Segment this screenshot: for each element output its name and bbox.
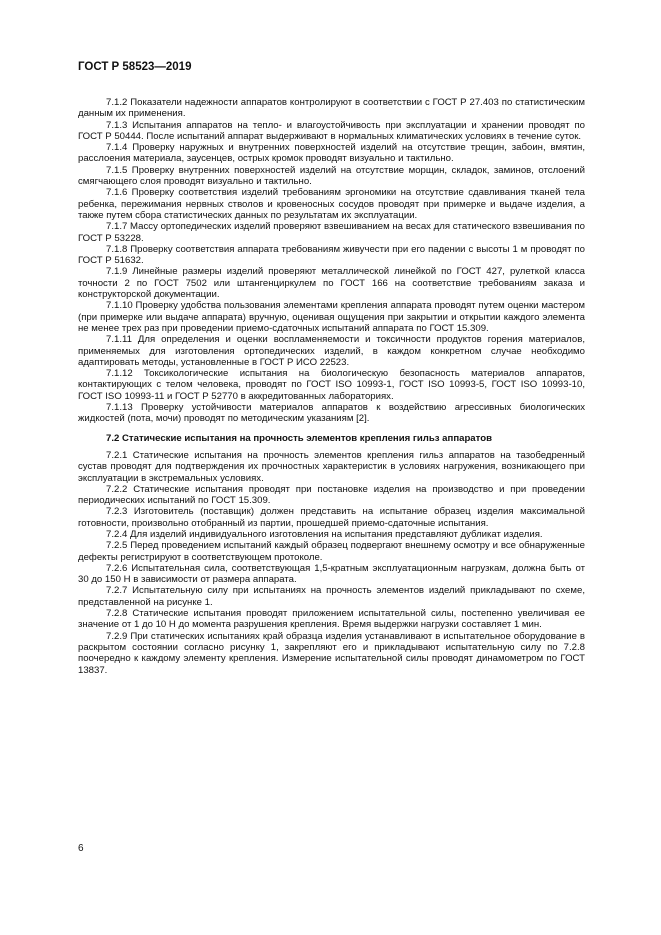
paragraph-7-2-2: 7.2.2 Статические испытания проводят при постановке изделия на производство и при проведении периодических испытаний по ГОСТ 15.309. (78, 483, 585, 507)
paragraph-7-2-3: 7.2.3 Изготовитель (поставщик) должен представить на испытание образец изделия максимальной готовности, произвольно отобранный из партии, прошедшей приемо-сдаточные испытания. (78, 506, 585, 529)
paragraph-7-2-7: 7.2.7 Испытательную силу при испытаниях на прочность элементов изделий прикладывают по схеме, представленной на рисунке 1. (78, 585, 585, 608)
paragraph-7-1-9: 7.1.9 Линейные размеры изделий проверяют металлической линейкой по ГОСТ 427, рулеткой класса точности 2 по ГОСТ 7502 или штангенциркулем по ГОСТ 166 на соответствие требованиям заказа и конструкторской документации. (78, 266, 585, 301)
section-heading-7-2: 7.2 Статические испытания на прочность элементов крепления гильз аппаратов (106, 432, 492, 444)
paragraph-7-2-6: 7.2.6 Испытательная сила, соответствующая 1,5-кратным эксплуатационным нагрузкам, должна быть от 30 до 150 Н в зависимости от размера аппарата. (78, 562, 585, 586)
paragraph-7-2-4: 7.2.4 Для изделий индивидуального изготовления на испытания представляют дубликат изделия. (106, 528, 543, 540)
paragraph-7-1-2: 7.1.2 Показатели надежности аппаратов контролируют в соответствии с ГОСТ Р 27.403 по статистическим данным их применения. (78, 97, 585, 120)
paragraph-7-1-10: 7.1.10 Проверку удобства пользования элементами крепления аппарата проводят путем оценки мастером (при примерке или выдаче аппарата) вручную, оценивая ощущения при закрытии и открытии каждого элемента не менее трех раз при проведении приемо-сдаточных испытаний аппарата по ГОСТ 15.309. (78, 300, 585, 334)
page-number: 6 (78, 843, 84, 854)
paragraph-7-2-1: 7.2.1 Статические испытания на прочность элементов крепления гильз аппаратов на тазобедренный сустав проводят для подтверждения их прочностных характеристик в условиях нагружения, возникающего при эксплуатации в экстремальных условиях. (78, 449, 585, 484)
document-header: ГОСТ Р 58523—2019 (78, 61, 192, 73)
document-body (78, 97, 585, 676)
paragraph-7-1-7: 7.1.7 Массу ортопедических изделий проверяют взвешиванием на весах для статического взвешивания по ГОСТ Р 53228. (78, 221, 585, 244)
paragraph-7-1-13: 7.1.13 Проверку устойчивости материалов аппаратов к воздействию агрессивных биологических жидкостей (пота, мочи) проводят по методическим указаниям [2]. (78, 402, 585, 425)
paragraph-7-2-8: 7.2.8 Статические испытания проводят приложением испытательной силы, постепенно увеличивая ее значение от 1 до 10 Н до момента разрушения крепления. Время выдержки нагрузки составляет 1 мин. (78, 608, 585, 631)
paragraph-7-1-5: 7.1.5 Проверку внутренних поверхностей изделий на отсутствие морщин, складок, заминов, отслоений смягчающего слоя проводят визуально и тактильно. (78, 164, 585, 188)
paragraph-7-1-12: 7.1.12 Токсикологические испытания на биологическую безопасность материалов аппаратов, контактирующих с телом человека, проводят по ГОСТ ISO 10993-1, ГОСТ ISO 10993-5, ГОСТ ISO 10993-10, ГОСТ ISO 10993-11 и ГОСТ Р 52770 в аккредитованных лабораториях. (78, 368, 585, 402)
paragraph-7-1-4: 7.1.4 Проверку наружных и внутренних поверхностей изделий на отсутствие трещин, забоин, вмятин, расслоения материала, заусенцев, острых кромок проводят визуально и тактильно. (78, 142, 585, 165)
paragraph-7-2-9: 7.2.9 При статических испытаниях край образца изделия устанавливают в испытательное оборудование в раскрытом состоянии согласно рисунку 1, закрепляют его и прикладывают испытательную силу по 7.2.8 поочередно к каждому элементу крепления. Измерение испытательной силы проводят динамометром по ГОСТ 13837. (78, 630, 585, 676)
paragraph-7-2-5: 7.2.5 Перед проведением испытаний каждый образец подвергают внешнему осмотру и все обнаруженные дефекты регистрируют в соответствующем протоколе. (78, 540, 585, 563)
paragraph-7-1-11: 7.1.11 Для определения и оценки воспламеняемости и токсичности продуктов горения материалов, применяемых для изготовления ортопедических изделий, в каждом конкретном случае необходимо адаптировать методы, установленные в ГОСТ Р ИСО 22523. (78, 334, 585, 368)
paragraph-7-1-3: 7.1.3 Испытания аппаратов на тепло- и влагоустойчивость при эксплуатации и хранении проводят по ГОСТ Р 50444. После испытаний аппарат выдерживают в нормальных климатических условиях в течение суток. (78, 119, 585, 142)
paragraph-7-1-8: 7.1.8 Проверку соответствия аппарата требованиям живучести при его падении с высоты 1 м проводят по ГОСТ Р 51632. (78, 243, 585, 267)
paragraph-7-1-6: 7.1.6 Проверку соответствия изделий требованиям эргономики на отсутствие сдавливания тканей тела ребенка, пережимания нервных стволов и кровеносных сосудов проводят при примерке и выдаче изделия, а также путем сбора статистических данных по результатам их эксплуатации. (78, 187, 585, 221)
